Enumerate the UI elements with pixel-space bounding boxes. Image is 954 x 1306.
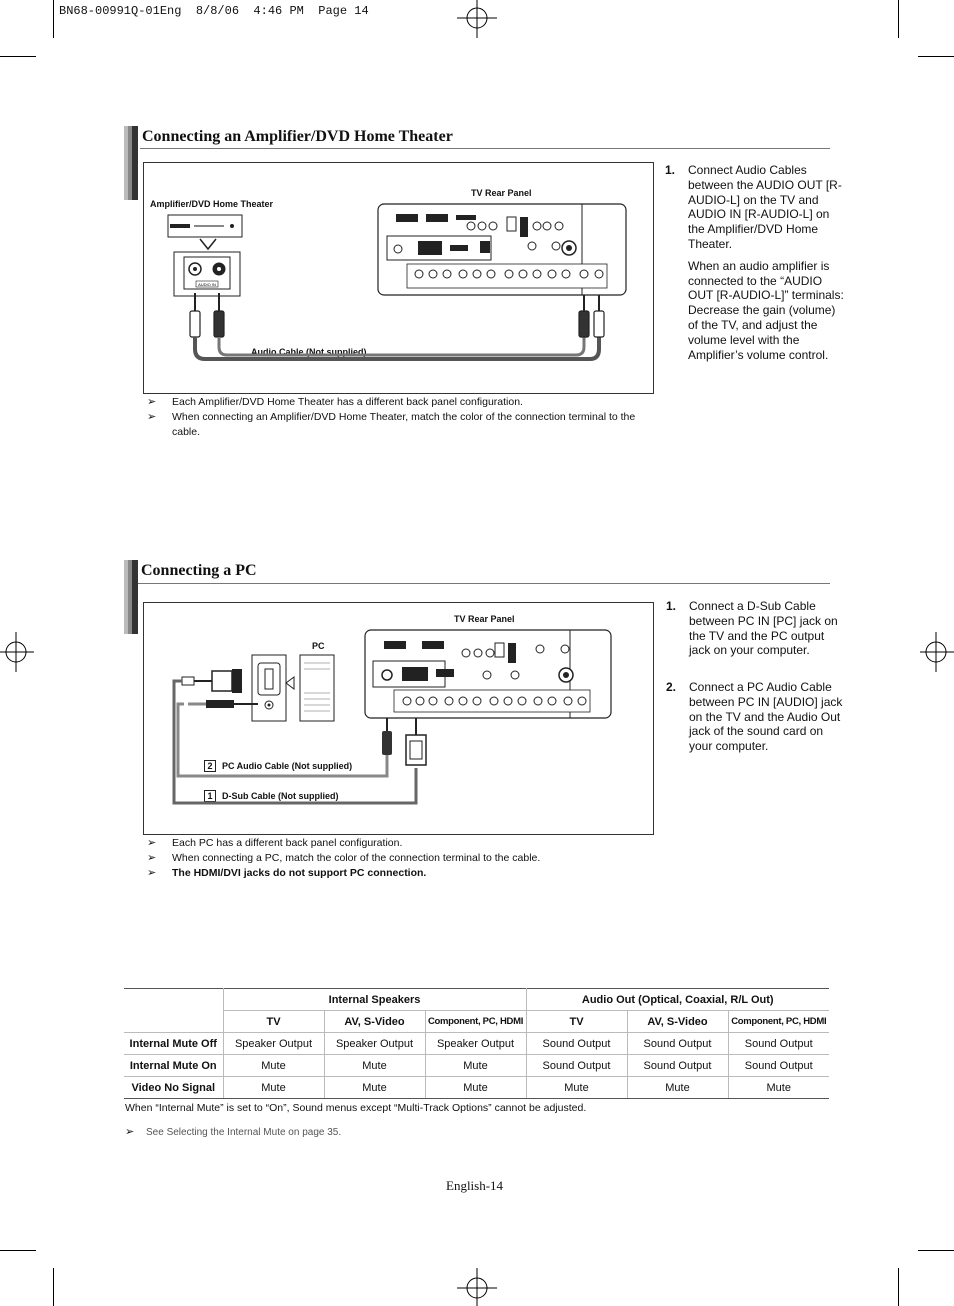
sub-header: TV <box>526 1011 627 1033</box>
pc-wiring-illustration <box>144 603 653 834</box>
device-label: Amplifier/DVD Home Theater <box>150 199 274 209</box>
arrowhead-icon: ➢ <box>147 396 157 408</box>
cable-label: Audio Cable (Not supplied) <box>251 347 367 357</box>
panel-label: TV Rear Panel <box>454 614 515 624</box>
step-text: When an audio amplifier is connected to the “AUDIO OUT [R-AUDIO-L]” terminals: Decrease the gain (volume) of the TV, and adjust the volume level with the Amplifier’s volume control. <box>688 258 844 362</box>
sub-header: Component, PC, HDMI <box>728 1011 829 1033</box>
note-item: ➢ See Selecting the Internal Mute on page 35. <box>125 1126 342 1138</box>
table-corner <box>124 989 223 1011</box>
dsub-plug-icon <box>182 669 242 693</box>
dvd-player-icon <box>168 215 242 237</box>
print-slug: BN68-00991Q-01Eng 8/8/06 4:46 PM Page 14 <box>59 4 369 18</box>
tv-rear-panel-icon <box>378 204 626 295</box>
crosshair-icon <box>455 0 499 40</box>
amplifier-wiring-illustration <box>144 163 653 393</box>
sub-header: TV <box>223 1011 324 1033</box>
section-rule <box>140 148 830 149</box>
rca-plug-icon <box>190 293 224 337</box>
table-corner <box>124 1011 223 1033</box>
section-marker <box>124 126 138 200</box>
crop-mark <box>918 1250 954 1251</box>
sub-header: AV, S-Video <box>627 1011 728 1033</box>
cable-number: 1 <box>204 790 216 802</box>
amplifier-diagram <box>143 162 654 394</box>
crop-mark <box>0 1250 36 1251</box>
sub-header: Component, PC, HDMI <box>425 1011 526 1033</box>
arrowhead-icon: ➢ <box>125 1126 135 1138</box>
svg-text:AUDIO IN: AUDIO IN <box>198 282 216 287</box>
pc-tower-icon <box>252 655 334 721</box>
panel-label: TV Rear Panel <box>471 188 532 198</box>
group-header: Internal Speakers <box>223 989 526 1011</box>
crop-mark <box>918 56 954 57</box>
tv-rear-panel-icon <box>365 630 611 718</box>
internal-mute-table <box>124 988 829 1099</box>
table-row: Video No Signal Mute Mute Mute Mute Mute Mute <box>124 1077 829 1099</box>
crosshair-icon <box>0 630 36 674</box>
crop-mark <box>53 0 54 38</box>
arrowhead-icon: ➢ <box>147 852 157 864</box>
crop-mark <box>53 1268 54 1306</box>
sub-header: AV, S-Video <box>324 1011 425 1033</box>
arrowhead-icon: ➢ <box>147 867 157 879</box>
arrowhead-icon: ➢ <box>147 837 157 849</box>
pc-diagram <box>143 602 654 835</box>
audio-plug-icon <box>206 700 258 708</box>
crosshair-icon <box>918 630 954 674</box>
crosshair-icon <box>455 1266 499 1306</box>
table-footnote: When “Internal Mute” is set to “On”, Sound menus except “Multi-Track Options” cannot be adjusted. <box>125 1102 587 1114</box>
cable-number: 2 <box>204 760 216 772</box>
arrowhead-icon: ➢ <box>147 411 157 423</box>
audio-in-jacks-icon <box>174 252 240 296</box>
section-title: Connecting an Amplifier/DVD Home Theater <box>142 128 453 145</box>
crop-mark <box>0 56 36 57</box>
section-title: Connecting a PC <box>141 562 257 579</box>
step-text: Connect Audio Cables between the AUDIO OUT [R-AUDIO-L] on the TV and AUDIO IN [R-AUDIO-L] on the Amplifier/DVD Home Theater. <box>688 163 842 251</box>
cable-label: D-Sub Cable (Not supplied) <box>222 791 339 801</box>
section-marker <box>124 560 138 634</box>
pc-label: PC <box>312 641 325 651</box>
crop-mark <box>898 1268 899 1306</box>
table-row: Internal Mute Off Speaker Output Speaker Output Speaker Output Sound Output Sound Output Sound Output <box>124 1033 829 1055</box>
group-header: Audio Out (Optical, Coaxial, R/L Out) <box>526 989 829 1011</box>
table-row: Internal Mute On Mute Mute Mute Sound Output Sound Output Sound Output <box>124 1055 829 1077</box>
cable-label: PC Audio Cable (Not supplied) <box>222 761 353 771</box>
section-rule <box>138 583 830 584</box>
crop-mark <box>898 0 899 38</box>
page-number: English-14 <box>446 1178 504 1193</box>
